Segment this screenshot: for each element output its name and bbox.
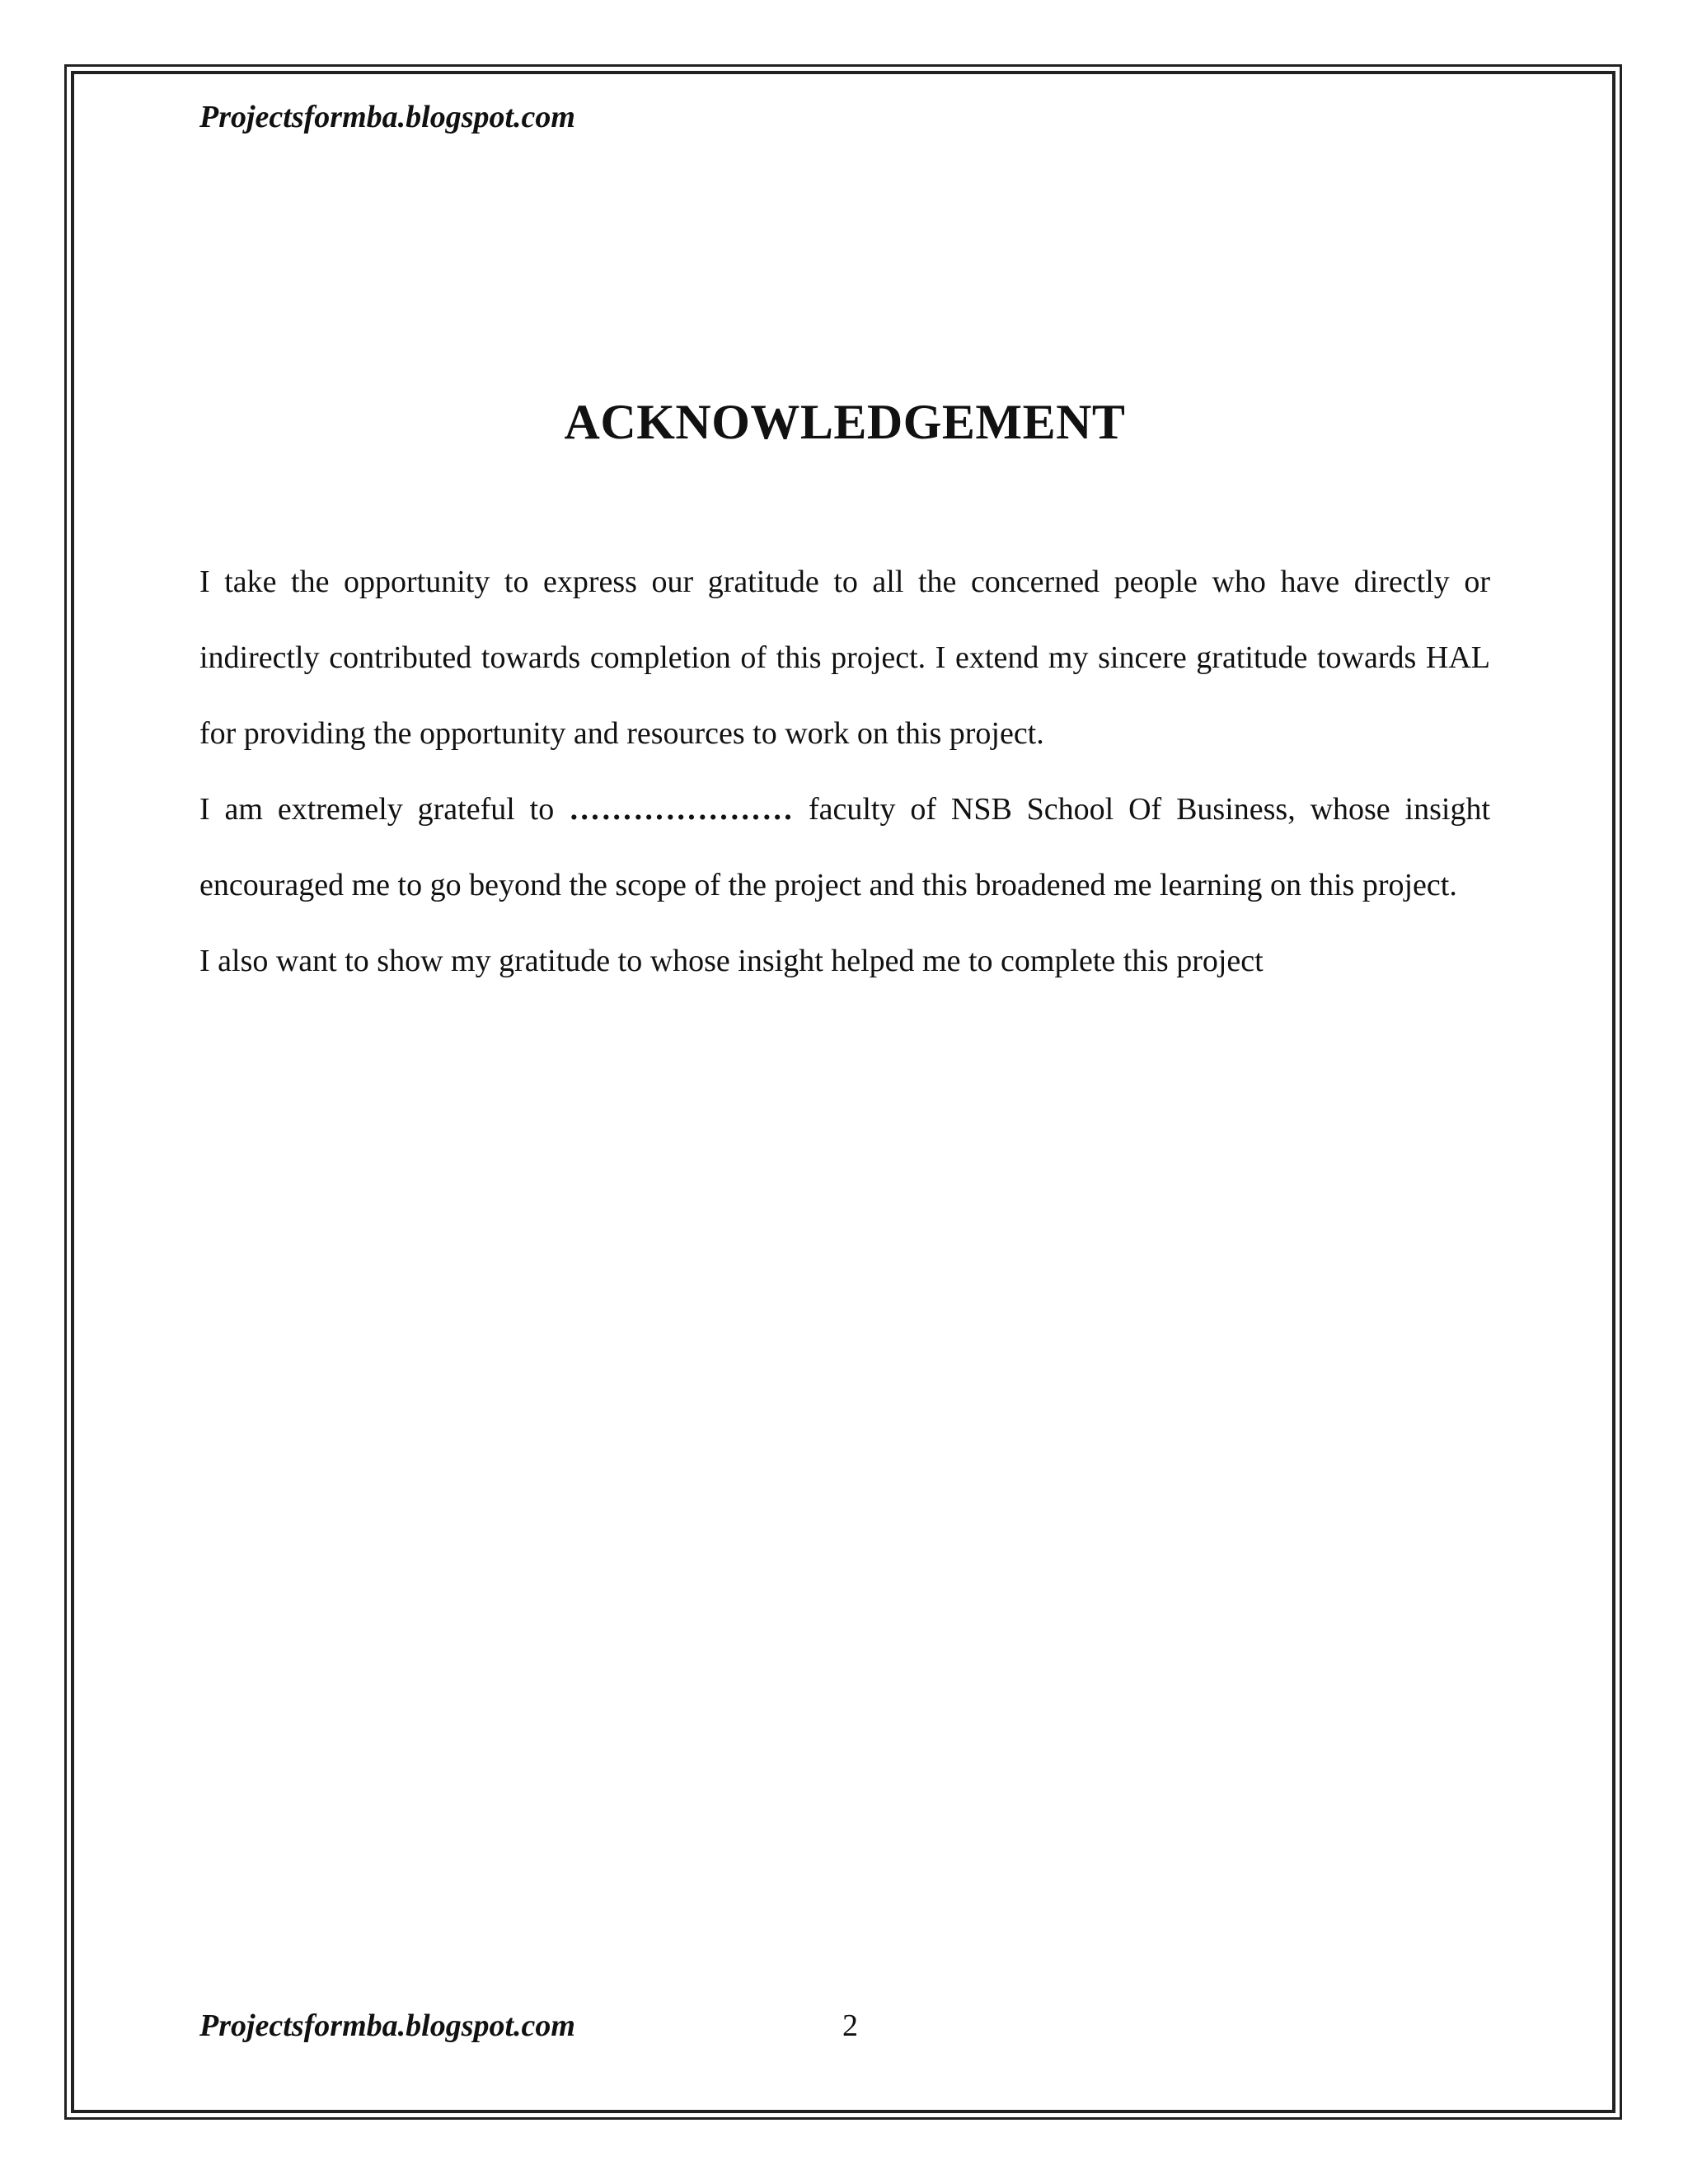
page-border-inner xyxy=(71,71,1615,2113)
paragraph-2 xyxy=(199,771,1490,923)
name-placeholder-dots: ………………… xyxy=(569,792,795,827)
footer-site-name: Projectsformba.blogspot.com xyxy=(199,2008,575,2043)
page-title: ACKNOWLEDGEMENT xyxy=(564,395,1126,449)
paragraph-2-end: faculty of NSB School Of Business, whose insight encouraged me to go beyond the scope of the project and this broadened me learning on this project. xyxy=(199,792,1491,902)
paragraph-1: I take the opportunity to express our gratitude to all the concerned people who have directly or indirectly contributed towards completion of this project. I extend my sincere gratitude towards HAL for providing the opportunity and resources to work on this project. xyxy=(199,565,1490,751)
paragraph-2-start: I am extremely grateful to xyxy=(199,792,555,827)
paragraph-3: I also want to show my gratitude to whose insight helped me to complete this project xyxy=(199,944,1264,978)
acknowledgement-body xyxy=(199,544,1490,999)
page-number: 2 xyxy=(842,2008,858,2043)
header-site-name: Projectsformba.blogspot.com xyxy=(199,100,575,134)
